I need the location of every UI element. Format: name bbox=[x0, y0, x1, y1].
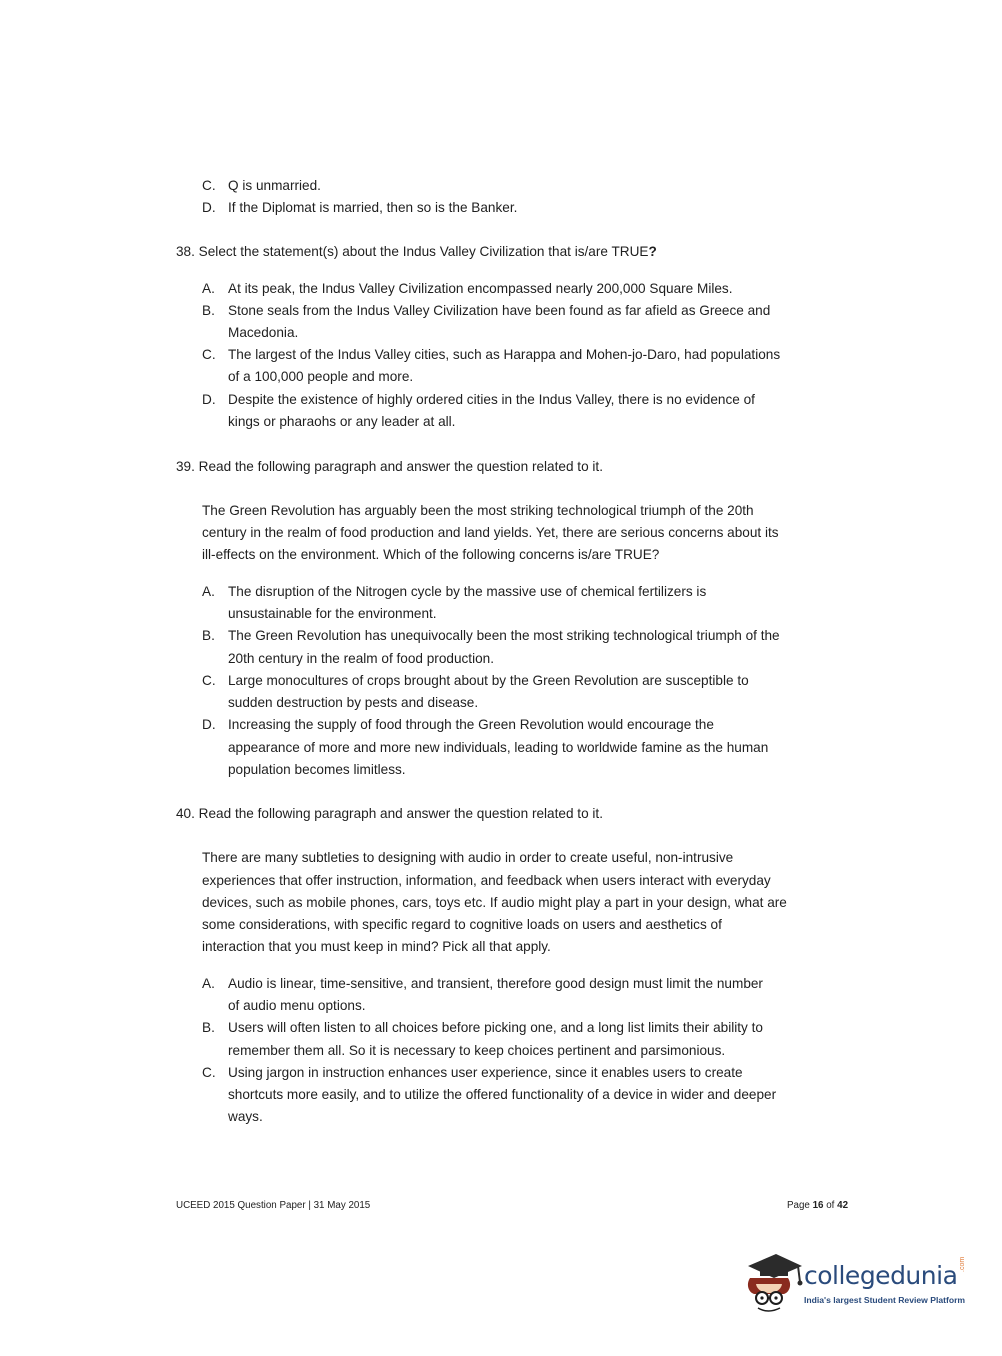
option-text: At its peak, the Indus Valley Civilization encompassed nearly 200,000 Square Miles. bbox=[228, 281, 733, 296]
option-text: If the Diplomat is married, then so is the Banker. bbox=[228, 200, 518, 215]
page-number: Page 16 of 42 bbox=[787, 1200, 849, 1211]
paragraph-line: some considerations, with specific regard to cognitive loads on users and aesthetics of bbox=[202, 917, 722, 932]
paragraph-line: devices, such as mobile phones, cars, toys etc. If audio might play a part in your design, what are bbox=[202, 895, 787, 910]
option-text: ways. bbox=[228, 1109, 263, 1124]
paragraph-line: century in the realm of food production and land yields. Yet, there are serious concerns about its bbox=[202, 525, 779, 540]
option-letter: C. bbox=[202, 1065, 216, 1080]
option-text: Using jargon in instruction enhances user experience, since it enables users to create bbox=[228, 1065, 743, 1080]
option-text: Q is unmarried. bbox=[228, 178, 321, 193]
option-letter: D. bbox=[202, 392, 216, 407]
brand-suffix: .com bbox=[959, 1256, 966, 1272]
option-letter: C. bbox=[202, 178, 216, 193]
option-text: kings or pharaohs or any leader at all. bbox=[228, 414, 456, 429]
option-text: remember them all. So it is necessary to keep choices pertinent and parsimonious. bbox=[228, 1043, 726, 1058]
paragraph-line: There are many subtleties to designing with audio in order to create useful, non-intrusive bbox=[202, 850, 734, 865]
option-text: sudden destruction by pests and disease. bbox=[228, 695, 479, 710]
option-letter: D. bbox=[202, 200, 216, 215]
option-text: Audio is linear, time-sensitive, and transient, therefore good design must limit the number bbox=[228, 976, 763, 991]
question-stem: 40. Read the following paragraph and answer the question related to it. bbox=[176, 806, 603, 821]
footer-title: UCEED 2015 Question Paper | 31 May 2015 bbox=[176, 1200, 371, 1211]
brand-name: collegedunia bbox=[804, 1261, 958, 1290]
option-letter: A. bbox=[202, 976, 215, 991]
collegedunia-logo bbox=[740, 1248, 970, 1318]
option-letter: B. bbox=[202, 303, 215, 318]
mascot-icon bbox=[740, 1248, 804, 1318]
option-letter: B. bbox=[202, 628, 215, 643]
option-text: Stone seals from the Indus Valley Civilization have been found as far afield as Greece and bbox=[228, 303, 771, 318]
option-text: shortcuts more easily, and to utilize the offered functionality of a device in wider and deeper bbox=[228, 1087, 777, 1102]
option-letter: A. bbox=[202, 281, 215, 296]
option-letter: A. bbox=[202, 584, 215, 599]
option-text: Users will often listen to all choices before picking one, and a long list limits their ability to bbox=[228, 1020, 763, 1035]
option-text: of audio menu options. bbox=[228, 998, 366, 1013]
option-letter: B. bbox=[202, 1020, 215, 1035]
option-letter: C. bbox=[202, 347, 216, 362]
option-text: Despite the existence of highly ordered cities in the Indus Valley, there is no evidence of bbox=[228, 392, 755, 407]
option-text: of a 100,000 people and more. bbox=[228, 369, 414, 384]
option-text: 20th century in the realm of food production. bbox=[228, 651, 494, 666]
option-letter: C. bbox=[202, 673, 216, 688]
option-text: Increasing the supply of food through the Green Revolution would encourage the bbox=[228, 717, 714, 732]
option-text: Large monocultures of crops brought about by the Green Revolution are susceptible to bbox=[228, 673, 749, 688]
option-text: unsustainable for the environment. bbox=[228, 606, 437, 621]
option-text: population becomes limitless. bbox=[228, 762, 406, 777]
option-text: The Green Revolution has unequivocally been the most striking technological triumph of the bbox=[228, 628, 780, 643]
option-text: appearance of more and more new individuals, leading to worldwide famine as the human bbox=[228, 740, 769, 755]
question-stem: 39. Read the following paragraph and answer the question related to it. bbox=[176, 459, 603, 474]
option-letter: D. bbox=[202, 717, 216, 732]
paragraph-line: The Green Revolution has arguably been the most striking technological triumph of the 20th bbox=[202, 503, 754, 518]
option-text: Macedonia. bbox=[228, 325, 299, 340]
paragraph-line: interaction that you must keep in mind? Pick all that apply. bbox=[202, 939, 551, 954]
brand-tagline: India's largest Student Review Platform bbox=[804, 1295, 966, 1305]
paragraph-line: ill-effects on the environment. Which of the following concerns is/are TRUE? bbox=[202, 547, 660, 562]
paragraph-line: experiences that offer instruction, information, and feedback when users interact with everyday bbox=[202, 873, 771, 888]
option-text: The largest of the Indus Valley cities, such as Harappa and Mohen-jo-Daro, had populations bbox=[228, 347, 781, 362]
question-stem: 38. Select the statement(s) about the Indus Valley Civilization that is/are TRUE? bbox=[176, 244, 657, 259]
option-text: The disruption of the Nitrogen cycle by the massive use of chemical fertilizers is bbox=[228, 584, 707, 599]
